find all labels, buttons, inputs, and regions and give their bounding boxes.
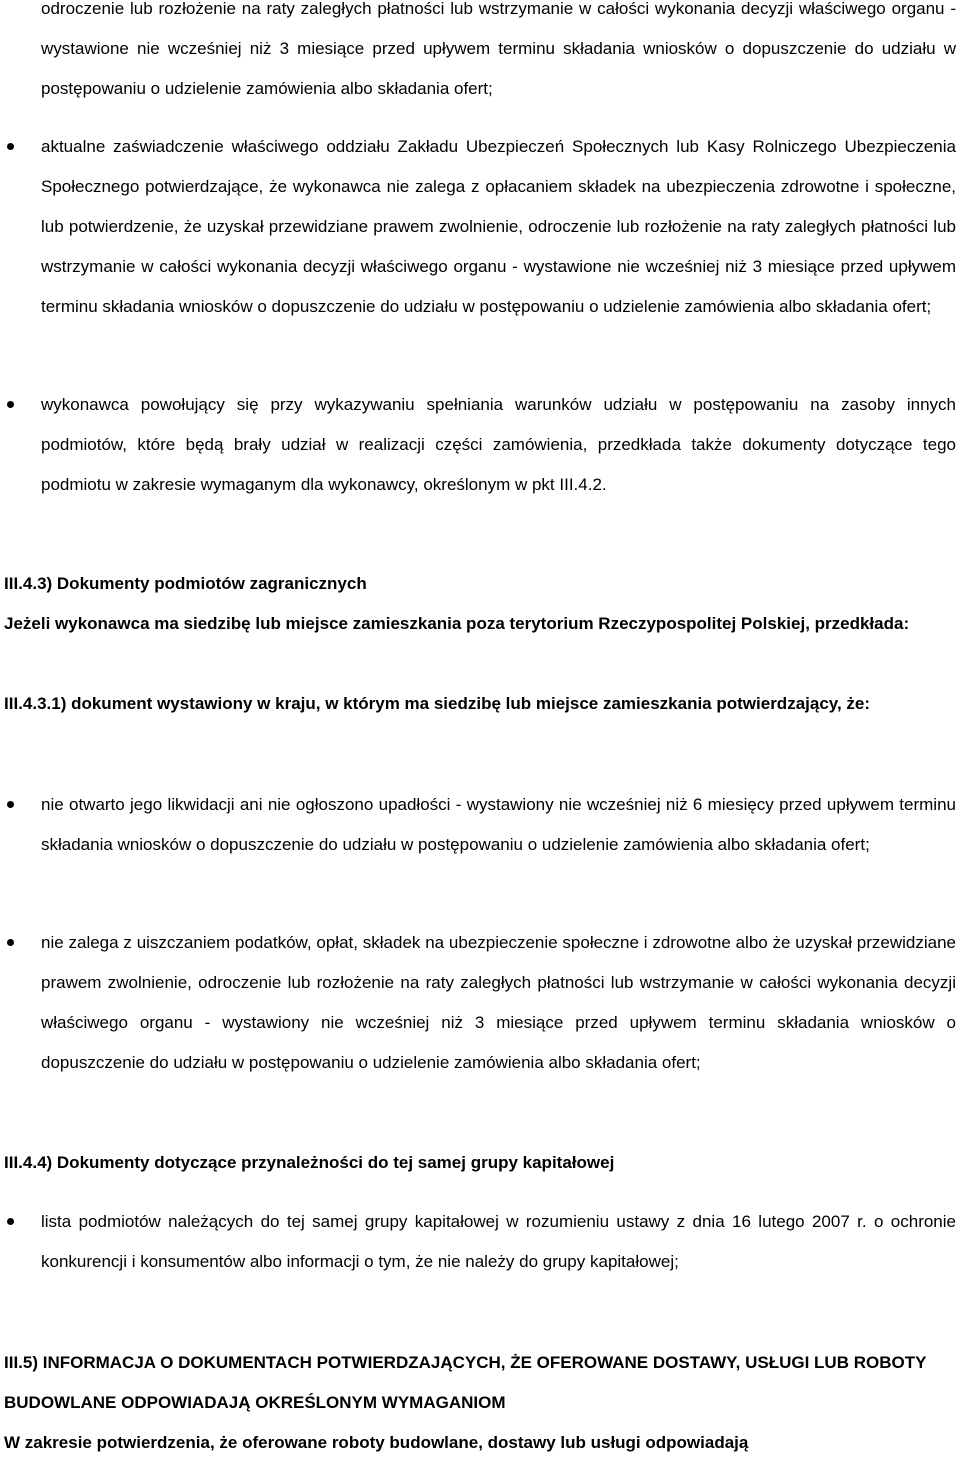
section-heading-3-5: III.5) INFORMACJA O DOKUMENTACH POTWIERDZAJĄCYCH, ŻE OFEROWANE DOSTAWY, USŁUGI LUB ROBOTY BUDOWLANE ODPOWIADAJĄ OKREŚLONYM WYMAGANIOM — [4, 1353, 927, 1412]
list-item-text: nie zalega z uiszczaniem podatków, opłat, składek na ubezpieczenie społeczne i zdrowotne albo że uzyskał przewidziane prawem zwolnienie, odroczenie lub rozłożenie na raty zaległych płatności lub wstrzymanie w całości wykonania decyzji właściwego organu - wystawiony nie wcześniej niż 3 miesiące przed upływem terminu składania wniosków o dopuszczenie do udziału w postępowaniu o udzielenie zamówienia albo składania ofert; — [41, 933, 956, 1072]
intro-continuation-paragraph: odroczenie lub rozłożenie na raty zaległych płatności lub wstrzymanie w całości wykonania decyzji właściwego organu - wystawione nie wcześniej niż 3 miesiące przed upływem terminu składania wniosków o dopuszczenie do udziału w postępowaniu o udzielenie zamówienia albo składania ofert; — [41, 0, 956, 98]
bullet-icon — [7, 939, 14, 946]
bullet-icon — [7, 143, 14, 150]
list-item-text: wykonawca powołujący się przy wykazywaniu spełniania warunków udziału w postępowaniu na zasoby innych podmiotów, które będą brały udział w realizacji części zamówienia, przedkłada także dokumenty dotyczące tego podmiotu w zakresie wymaganym dla wykonawcy, określonym w pkt III.4.2. — [41, 395, 956, 494]
section-heading-3-4-4: III.4.4) Dokumenty dotyczące przynależności do tej samej grupy kapitałowej — [4, 1153, 615, 1172]
section-intro-3-4-3: Jeżeli wykonawca ma siedzibę lub miejsce zamieszkania poza terytorium Rzeczypospolitej Polskiej, przedkłada: — [4, 614, 910, 633]
bullet-icon — [7, 801, 14, 808]
bullet-icon — [7, 1218, 14, 1225]
list-item-text: nie otwarto jego likwidacji ani nie ogłoszono upadłości - wystawiony nie wcześniej niż 6 miesięcy przed upływem terminu składania wniosków o dopuszczenie do udziału w postępowaniu o udzielenie zamówienia albo składania ofert; — [41, 795, 956, 854]
section-subheading-3-4-3-1: III.4.3.1) dokument wystawiony w kraju, w którym ma siedzibę lub miejsce zamieszkania potwierdzający, że: — [4, 694, 871, 713]
bullet-icon — [7, 401, 14, 408]
section-heading-3-4-3: III.4.3) Dokumenty podmiotów zagranicznych — [4, 574, 367, 593]
list-item-text: aktualne zaświadczenie właściwego oddziału Zakładu Ubezpieczeń Społecznych lub Kasy Rolniczego Ubezpieczenia Społecznego potwierdzające, że wykonawca nie zalega z opłacaniem składek na ubezpieczenia zdrowotne i społeczne, lub potwierdzenie, że uzyskał przewidziane prawem zwolnienie, odroczenie lub rozłożenie na raty zaległych płatności lub wstrzymanie w całości wykonania decyzji właściwego organu - wystawione nie wcześniej niż 3 miesiące przed upływem terminu składania wniosków o dopuszczenie do udziału w postępowaniu o udzielenie zamówienia albo składania ofert; — [41, 137, 956, 316]
list-item-text: lista podmiotów należących do tej samej grupy kapitałowej w rozumieniu ustawy z dnia 16 lutego 2007 r. o ochronie konkurencji i konsumentów albo informacji o tym, że nie należy do grupy kapitałowej; — [41, 1212, 956, 1271]
section-intro-3-5: W zakresie potwierdzenia, że oferowane roboty budowlane, dostawy lub usługi odpowiadają — [4, 1433, 749, 1452]
